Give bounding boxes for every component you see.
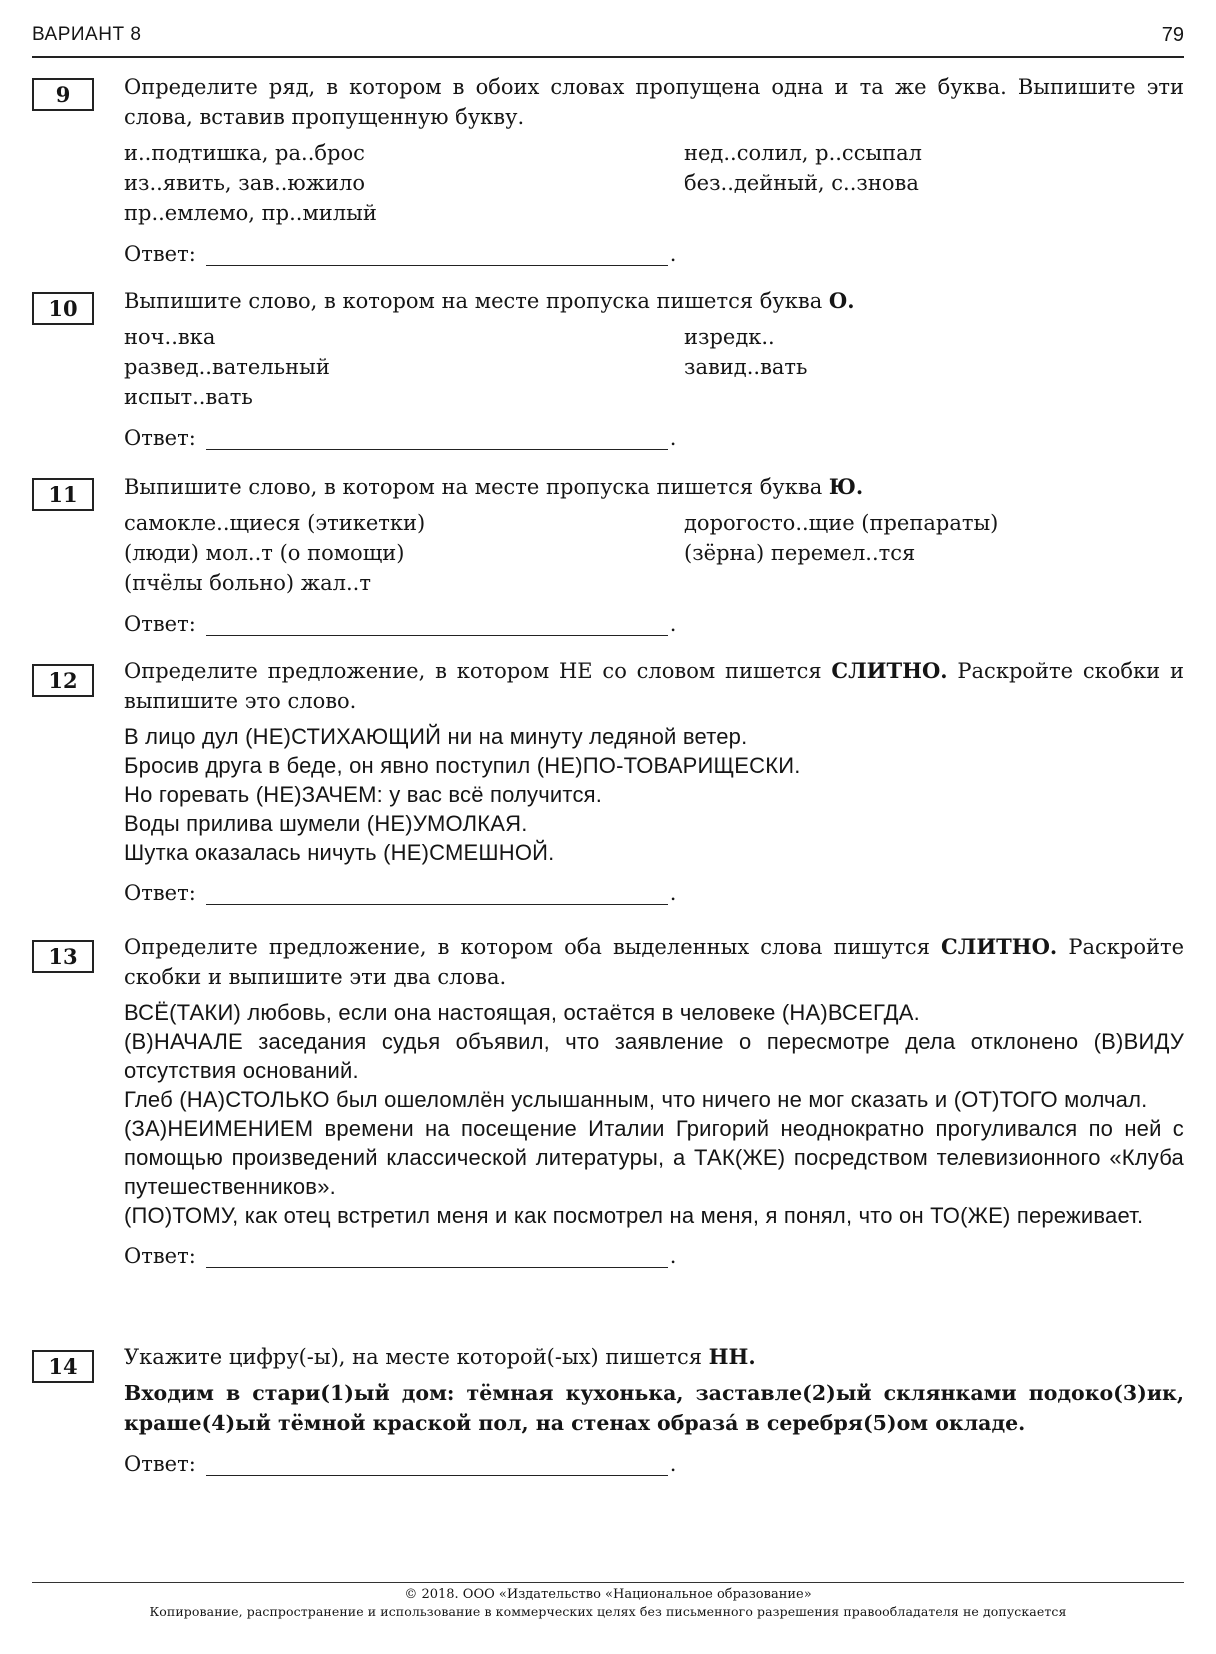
sentence: Шутка оказалась ничуть (НЕ)СМЕШНОЙ. [124,840,555,865]
copy-notice: Копирование, распространение и использование в коммерческих целях без письменного разрешения правообладателя не допускается [149,1604,1067,1619]
task-prompt: Определите предложение, в котором оба выделенных слова пишутся СЛИТНО. Раскройте скобки и выпишите эти два слова. [124,934,1185,989]
answer-label: Ответ: [124,426,196,450]
task-number: 11 [32,478,94,511]
sentence: ВСЁ(ТАКИ) любовь, если она настоящая, остаётся в человеке (НА)ВСЕГДА. [124,1000,920,1025]
task-12 [32,656,1184,905]
page-number: 79 [1161,24,1184,46]
sentence: Но горевать (НЕ)ЗАЧЕМ: у вас всё получится. [124,782,603,807]
task-11 [32,472,1184,636]
answer-field[interactable] [206,1453,668,1476]
task-13 [32,932,1184,1268]
task-prompt: Выпишите слово, в котором на месте пропуска пишется буква О. [124,288,855,313]
word-options [124,322,1184,412]
option: и..подтишка, ра..брос [124,141,365,165]
task-10 [32,286,1184,450]
exercise-text: Входим в стари(1)ый дом: тёмная кухонька, заставле(2)ый склянками подоко(3)ик, краше(4)ый тёмной краской пол, на стенах образа́ в серебря(5)ом окладе. [124,1381,1184,1435]
task-number: 12 [32,664,94,697]
answer-dot: . [669,426,677,450]
task-prompt: Определите предложение, в котором НЕ со словом пишется СЛИТНО. Раскройте скобки и выпишите это слово. [124,658,1184,713]
sentence: (В)НАЧАЛЕ заседания судья объявил, что заявление о пересмотре дела отклонено (В)ВИДУ отсутствия оснований. [124,1029,1184,1083]
option: ноч..вка [124,325,216,349]
answer-field[interactable] [206,427,668,450]
answer-label: Ответ: [124,242,196,266]
answer-dot: . [669,1244,677,1268]
option: изредк.. [684,325,775,349]
task-prompt: Выпишите слово, в котором на месте пропуска пишется буква Ю. [124,474,864,499]
answer-field[interactable] [206,613,668,636]
task-number: 13 [32,940,94,973]
task-prompt: Определите ряд, в котором в обоих словах пропущена одна и та же буква. Выпишите эти слова, вставив пропущенную букву. [124,75,1184,129]
option: самокле..щиеся (этикетки) [124,511,426,535]
answer-field[interactable] [206,1245,668,1268]
option: (люди) мол..т (о помощи) [124,541,405,565]
task-number: 10 [32,292,94,325]
sentence: Воды прилива шумели (НЕ)УМОЛКАЯ. [124,811,528,836]
answer-row [124,1244,1184,1268]
option: без..дейный, с..знова [684,171,919,195]
answer-dot: . [669,612,677,636]
answer-label: Ответ: [124,612,196,636]
answer-row [124,242,1184,266]
answer-label: Ответ: [124,881,196,905]
task-prompt: Укажите цифру(-ы), на месте которой(-ых) пишется НН. [124,1344,756,1369]
answer-dot: . [669,242,677,266]
answer-field[interactable] [206,882,668,905]
option: нед..солил, р..ссыпал [684,141,923,165]
sentence: (ЗА)НЕИМЕНИЕМ времени на посещение Италии Григорий неоднократно прогуливался по ней с помощью произведений классической литературы, а ТАК(ЖЕ) посредством телевизионного «Клуба путешественников». [124,1116,1184,1199]
sentence: (ПО)ТОМУ, как отец встретил меня и как посмотрел на меня, я понял, что он ТО(ЖЕ) переживает. [124,1203,1144,1228]
word-options [124,508,1184,598]
page-footer [32,1582,1184,1619]
task-number: 9 [32,78,94,111]
task-number: 14 [32,1350,94,1383]
answer-field[interactable] [206,243,668,266]
task-text [124,1378,1184,1438]
sentence-list [124,998,1184,1230]
answer-row [124,426,1184,450]
answer-row [124,612,1184,636]
answer-dot: . [669,881,677,905]
option: дорогосто..щие (препараты) [684,511,999,535]
variant-label: ВАРИАНТ 8 [32,24,142,45]
answer-dot: . [669,1452,677,1476]
page-header [32,22,1184,58]
option: пр..емлемо, пр..милый [124,201,377,225]
option: развед..вательный [124,355,330,379]
copyright: © 2018. ООО «Издательство «Национальное образование» [404,1587,812,1602]
task-9 [32,72,1184,266]
sentence-list [124,722,1184,867]
option: испыт..вать [124,385,253,409]
option: (пчёлы больно) жал..т [124,571,371,595]
option: (зёрна) перемел..тся [684,541,916,565]
answer-label: Ответ: [124,1452,196,1476]
task-14 [32,1342,1184,1476]
sentence: В лицо дул (НЕ)СТИХАЮЩИЙ ни на минуту ледяной ветер. [124,724,748,749]
option: из..явить, зав..южило [124,171,365,195]
sentence: Бросив друга в беде, он явно поступил (НЕ)ПО-ТОВАРИЩЕСКИ. [124,753,801,778]
answer-label: Ответ: [124,1244,196,1268]
answer-row [124,881,1184,905]
answer-row [124,1452,1184,1476]
sentence: Глеб (НА)СТОЛЬКО был ошеломлён услышанным, что ничего не мог сказать и (ОТ)ТОГО молчал. [124,1087,1148,1112]
option: завид..вать [684,355,808,379]
word-options [124,138,1184,228]
